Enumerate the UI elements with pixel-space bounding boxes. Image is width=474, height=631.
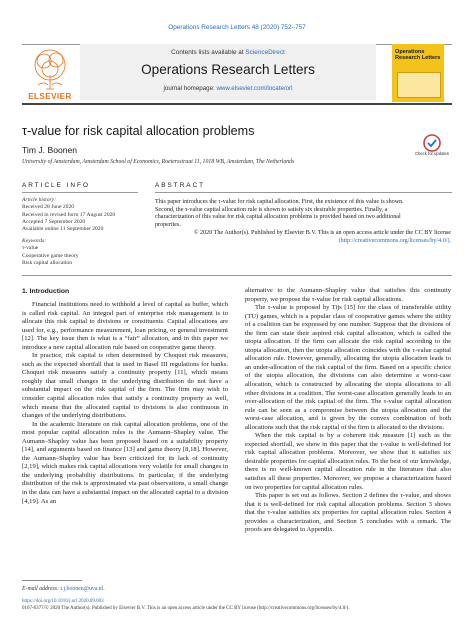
author-affiliation: University of Amsterdam, Amsterdam School of Economics, Roetersstraat 11, 1018 WB, Amsterdam, The Netherlands bbox=[22, 159, 295, 165]
abstract-rule bbox=[155, 192, 452, 193]
right-column-text bbox=[245, 287, 451, 535]
abstract-line: This paper introduces the τ-value for risk capital allocation. First, the existence of this value is shown. bbox=[155, 199, 404, 205]
keyword: Cooperative game theory bbox=[22, 252, 79, 259]
author-name: Tim J. Boonen bbox=[22, 145, 78, 155]
history-label: Article history: bbox=[22, 197, 57, 203]
article-history bbox=[22, 197, 152, 233]
article-info-rule bbox=[22, 192, 138, 193]
history-item: Received 28 June 2020 bbox=[22, 204, 75, 211]
paragraph: In the academic literature on risk capital allocation problems, one of the most popular capital allocation rules is the Aumann–Shapley value. The Aumann–Shapley value has been proposed based on a suitability property [14], and arguments based on finance [13] and game theory [8,18]. However, the Aumann–Shapley value has been criticized for its lack of continuity [2,19], which makes risk capital allocations very volatile for small changes in the underlying probability distributions. In particular, if the underlying distribution of the risk is approximated via past observations, a small change in the data can have a substantial impact on the allocated capital to a division [4,19]. As an bbox=[22, 420, 228, 505]
abstract-bottom-rule bbox=[22, 275, 452, 276]
footnote-rule bbox=[22, 580, 82, 581]
publisher-logo-text: ELSEVIER bbox=[28, 92, 72, 101]
journal-title: Operations Research Letters bbox=[141, 62, 315, 77]
paper-title: τ-value for risk capital allocation problems bbox=[22, 124, 255, 138]
paragraph: This paper is set out as follows. Section 2 defines the τ-value, and shows that it is well-defined for risk capital allocation problems. Section 3 shows that the τ-value satisfies six properties for capital allocation rules. Section 4 provides a characterization, and Section 5 concludes with a remark. The proofs are delegated to Appendix. bbox=[245, 492, 451, 534]
journal-homepage-link[interactable]: www.elsevier.com/locate/orl bbox=[216, 85, 293, 92]
footnote-label: E-mail address: bbox=[22, 586, 59, 592]
contents-line bbox=[80, 49, 376, 56]
check-for-updates-label[interactable]: Check for updates bbox=[415, 151, 449, 156]
keyword: τ-value bbox=[22, 245, 39, 252]
paragraph: In practice, risk capital is often determined by Choquet risk measures, such as the expected shortfall that is used in Basel III regulations for banks. Choquet risk measures satisfy a continuity property [11], which means roughly that small changes in the underlying distribution do not have a substantial impact on the risk capital of the firm. The firm may wish to consider capital allocation rules that satisfy a continuity property as well, which means that the allocated capital to divisions is also continuous in changes of the underlying distributions. bbox=[22, 352, 228, 420]
article-info-heading: ARTICLE INFO bbox=[22, 182, 90, 189]
history-item: Accepted 7 September 2020 bbox=[22, 218, 86, 225]
journal-header-box bbox=[80, 44, 376, 100]
author-email-link[interactable]: t.j.boonen@uva.nl. bbox=[60, 586, 105, 592]
paragraph: When the risk capital is by a coherent risk measure [1] such as the expected shortfall, we show in this paper that the τ-value is well-defined for risk capital allocation problems. Moreover, we show that it satisfies six desirable properties for capital allocation rules. To the best of our knowledge, there is no well-known capital allocation rule in the literature that also satisfies all these properties. Moreover, we propose a characterization based on two properties for capital allocation rules. bbox=[245, 432, 451, 491]
journal-homepage-line bbox=[80, 85, 376, 92]
cover-art bbox=[397, 72, 441, 98]
abstract-line: properties. bbox=[155, 221, 181, 228]
paragraph: alternative to the Aumann–Shapley value that satisfies this continuity property, we propose the τ-value for risk capital allocations. bbox=[245, 287, 451, 303]
abstract-heading: ABSTRACT bbox=[155, 182, 206, 189]
homepage-prefix: journal homepage: bbox=[163, 85, 215, 92]
abstract-text bbox=[155, 199, 451, 229]
abstract-line: Second, the τ-value capital allocation rule is shown to satisfy six desirable properties. Finally, a bbox=[155, 206, 388, 213]
license-link[interactable]: (http://creativecommons.org/licenses/by/4.0/). bbox=[338, 237, 451, 244]
section-heading: 1. Introduction bbox=[22, 288, 70, 295]
doi-link[interactable]: https://doi.org/10.1016/j.orl.2020.09.003 bbox=[22, 599, 104, 604]
page-footer bbox=[22, 599, 452, 612]
keywords-block bbox=[22, 238, 152, 267]
header-bottom-rule bbox=[22, 103, 452, 105]
keywords-label: Keywords: bbox=[22, 238, 47, 244]
journal-reference-link[interactable]: Operations Research Letters 48 (2020) 752–757 bbox=[168, 24, 306, 31]
paragraph: Financial institutions need to withhold a level of capital as buffer, which is called risk capital. An integral part of enterprise risk management is to allocate this risk capital to divisions or constituents. Capital allocations are used for, e.g., performance measurement, loan pricing, or general investment [12]. The key issue then is what is a “fair” allocation, and in this paper we introduce a new capital allocation rule based on cooperative game theory. bbox=[22, 301, 228, 351]
abstract-copyright bbox=[155, 230, 451, 245]
history-item: Received in revised form 17 August 2020 bbox=[22, 211, 116, 218]
paragraph: The τ-value is proposed by Tijs [15] for the class of transferable utility (TU) games, which is a popular class of cooperative games where the utility of a coalition can be expressed by one number. Suppose that the divisions of the firm can state their aspired risk capital allocation, which is called the utopia allocation. If the firm can allocate the risk capital according to the utopia allocation, then the utopia allocation coincides with the τ-value capital allocation rule. However, generally, allocating the utopia allocation leads to an under-allocation of the risk capital of the firm. Based on a specific choice of the utopia allocation, the divisions can also determine a worst-case allocation, which is constructed by allocating the utopia allocations to all other divisions in a coalition. The worst-case allocation generally leads to an over-allocation of the risk capital of the firm. The τ-value capital allocation rule can be seen as a compromise between the utopia allocation and the worst-case allocation, and is given by the convex combination of both allocations such that the risk capital of the firm is allocated to the divisions. bbox=[245, 304, 451, 431]
abstract-line: characterization of this value for risk capital allocation problems is provided based on two additional bbox=[155, 214, 401, 221]
copyright-line: © 2020 The Author(s). Published by Elsevier B.V. This is an open access article under the CC BY license bbox=[193, 230, 451, 236]
history-item: Available online 11 September 2020 bbox=[22, 226, 104, 233]
footer-license-line: 0167-6377/© 2020 The Author(s). Published by Elsevier B.V. This is an open access article under the CC BY license (http://creativecommons.org/licenses/by/4.0/). bbox=[22, 605, 350, 611]
author-email-footnote bbox=[22, 586, 105, 592]
journal-cover-thumbnail bbox=[392, 44, 444, 102]
left-column-text bbox=[22, 301, 228, 506]
sciencedirect-link[interactable]: ScienceDirect bbox=[245, 49, 285, 56]
contents-prefix: Contents lists available at bbox=[171, 49, 244, 56]
keyword: Risk capital allocation bbox=[22, 259, 73, 266]
cover-title: Operations Research Letters bbox=[395, 49, 441, 61]
